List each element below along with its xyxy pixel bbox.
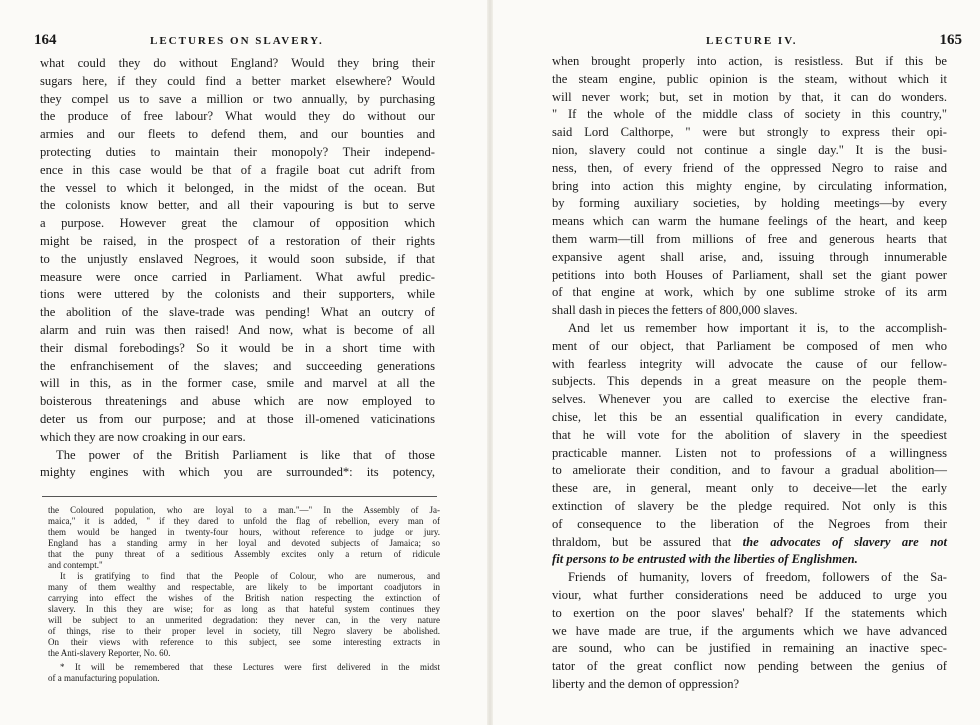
footnote-line: It is gratifying to find that the People of Colour, who are numerous, and [60,571,440,581]
footnote-line: of things, rise to their proper level in society, till Negro slavery be abolished. [48,626,440,636]
text-line-mixed [552,534,947,552]
emphasis-text: the advocates of slavery are not [742,534,947,549]
footnote-line: that the puny threat of a seditious Assembly excites only a return of ridicule [48,549,440,559]
text-line: might be raised, in the prospect of a restoration of their rights [40,233,435,248]
text-line: ment of our object, that Parliament be composed of men who [552,338,947,353]
text-line: extinction of slavery be the pledge required. Not only is this [552,498,947,513]
text-line: chise, let this be an essential qualification in every candidate, [552,409,947,424]
footnote-line: England has a standing army in her loyal and devoted subjects of Jamaica; so [48,538,440,548]
text-segment: thraldom, but be assured that [552,534,732,549]
text-line: these are, in general, meant only to deceive—let the early [552,481,947,496]
text-line: liberty and the demon of oppression? [552,676,740,691]
text-line: them warm—till from millions of free and generous hearts that [552,231,947,246]
text-line: will in this, as in the former case, smile and marvel at all the [40,376,435,391]
text-line: with fearless integrity will advocate the cause of our fellow- [552,356,947,371]
text-line: of consequence to the liberation of the Negroes from their [552,516,947,531]
footnote-line: will be subject to an unmerited degradation: they never can, in the very nature [48,615,440,625]
text-line: ence in this case would be that of a fragile boat cut adrift from [40,162,435,177]
footnote-line: many of them wealthy and respectable, are likely to be important coadjutors in [48,582,440,592]
text-line: petitions into both Houses of Parliament, shall set the giant power [552,267,947,282]
footnote-line: the Coloured population, who are loyal to a man."—" In the Assembly of Ja- [48,505,440,515]
text-line: tator of the great conflict now pending between the genius of [552,659,947,674]
text-line: selves. Whenever you are called to exercise the elective fran- [552,392,947,407]
footnote-line: * It will be remembered that these Lectures were first delivered in the midst [60,662,440,672]
paragraph-start-line: The power of the British Parliament is like that of those [56,447,435,462]
body-text-right [552,53,947,694]
text-line: the steam engine, public opinion is the steam, without which it [552,71,947,86]
text-line: shall dash in pieces the fetters of 800,000 slaves. [552,303,798,318]
footnote-line: and contempt." [48,560,103,570]
text-line: to ameliorate their condition, and to favour a gradual abolition— [552,463,947,478]
footnotes [48,505,440,684]
text-line: are sound, who can be justified in remaining an inactive spec- [552,641,947,656]
text-line: we have made are true, if the arguments which we have advanced [552,623,947,638]
text-line: alarm and ruin was then raised! And now, what is become of all [40,322,435,337]
text-line: to exertion on the poor slaves' behalf? If the statements which [552,605,947,620]
text-line: boisterous threatenings and abuse which are now employed to [40,394,435,409]
text-line: means which can warm the humane feelings of the heart, and keep [552,214,947,229]
text-line: protecting duties to maintain their monopoly? Their independ- [40,144,435,159]
text-line: deter us from our purpose; and at those ill-omened vaticinations [40,411,435,426]
running-head-right [552,32,962,54]
text-line-emphasis [552,551,947,569]
text-line: the vessel to which it belonged, in the midst of the ocean. But [40,180,435,195]
paragraph-start-line: Friends of humanity, lovers of freedom, followers of the Sa- [568,570,947,585]
page-number-right: 165 [939,32,962,48]
text-line: " If the whole of the middle class of society in this country," [552,107,947,122]
text-line: of that engine at work, which by one sublime stroke of its arm [552,285,947,300]
footnote-line: them would be hanged in twenty-four hours, without reference to judge or jury. [48,527,440,537]
text-line: armies and our fleets to defend them, and our bounties and [40,127,435,142]
text-line: their dismal forebodings? So it would be in a short time with [40,340,435,355]
footnote-line: of a manufacturing population. [48,673,160,683]
text-line: ness, then, of every friend of the oppressed Negro to raise and [552,160,947,175]
text-line: nion, slavery could not continue a single day." It is the busi- [552,142,947,157]
footnote-divider [42,496,437,497]
text-line: by forming auxiliary societies, by holding meetings—by every [552,196,947,211]
text-line: measure were once carried in Parliament. What awful predic- [40,269,435,284]
text-line: the abolition of the slave-trade was pending! What an outcry of [40,305,435,320]
text-line: the produce of free labour? What would they do without our [40,109,435,124]
text-line: the enfranchisement of the slaves; and succeeding generations [40,358,435,373]
footnote-line: maica," it is added, " if they dared to unfold the flag of rebellion, every man of [48,516,440,526]
emphasis-text: fit persons to be entrusted with the liberties of Englishmen. [552,552,858,567]
text-line: subjects. This depends in a great measure on the people them- [552,374,947,389]
text-line: which they are now croaking in our ears. [40,429,246,444]
text-line: practicable manner. Listen not to professions of a willingness [552,445,947,460]
text-line: bring into action this mighty engine, by circulating information, [552,178,947,193]
text-line: viour, what further considerations need be adduced to urge you [552,587,947,602]
text-line: sugars here, if they could find a better market elsewhere? Would [40,73,435,88]
running-title-right: LECTURE IV. [706,35,798,47]
text-line: mighty engines with which you are surrounded*: its potency, [40,465,435,480]
text-line: the colonists know better, and all their vapouring is but to serve [40,198,435,213]
paragraph-start-line: And let us remember how important it is, to the accomplish- [568,320,947,335]
text-line: they compel us to save a million or two annually, by purchasing [40,91,435,106]
body-text-left [40,55,435,482]
running-head-left [34,32,434,54]
footnote-line: On their views with reference to this subject, see some interesting extracts in [48,637,440,647]
footnote-line: the Anti-slavery Reporter, No. 60. [48,648,171,658]
page-number-left: 164 [34,32,57,48]
text-line: said Lord Calthorpe, " were but strongly to express their opi- [552,125,947,140]
footnote-line: slavery. In this they are wise; for as long as that hateful system continues they [48,604,440,614]
text-line: a purpose. However great the clamour of opposition which [40,216,435,231]
text-line: expansive agent shall arise, and, issuing through innumerable [552,249,947,264]
text-line: to the unjustly enslaved Negroes, it would soon subside, if that [40,251,435,266]
text-line: when brought properly into action, is resistless. But if this be [552,54,947,68]
text-line: will never work; but, set in motion by that, it can do wonders. [552,89,947,104]
text-line: tions were uttered by the colonists and their supporters, while [40,287,435,302]
text-line: what could they do without England? Would they bring their [40,56,435,70]
running-title-left: LECTURES ON SLAVERY. [150,35,324,47]
right-page [490,0,980,725]
text-line: that he will vote for the abolition of slavery in the speediest [552,427,947,442]
footnote-line: carrying into effect the wishes of the British nation respecting the extinction of [48,593,440,603]
